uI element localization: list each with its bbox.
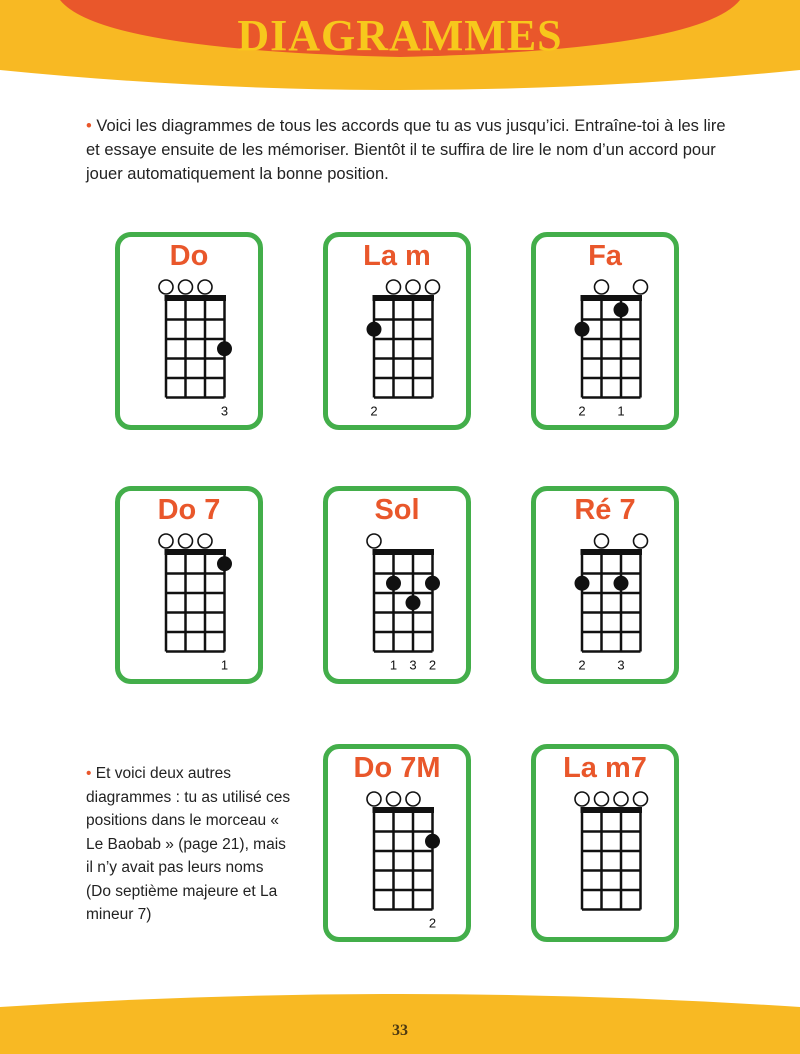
- chord-diagram: [536, 491, 674, 679]
- chord-name: Do 7: [157, 494, 221, 526]
- open-string-marker: [179, 534, 193, 548]
- chord-name: Do 7M: [353, 752, 441, 784]
- bullet-icon: •: [86, 117, 92, 135]
- open-string-marker: [387, 280, 401, 294]
- finger-dot: [614, 302, 629, 317]
- finger-number: 3: [617, 657, 625, 673]
- chord-diagram: [120, 237, 258, 425]
- chord-card: [323, 486, 471, 684]
- finger-number: 2: [428, 657, 437, 673]
- open-string-marker: [198, 534, 212, 548]
- finger-dot: [386, 576, 401, 591]
- finger-dot: [425, 834, 440, 849]
- open-string-marker: [198, 280, 212, 294]
- chord-card: [531, 232, 679, 430]
- chord-card: [323, 744, 471, 942]
- page-title: DIAGRAMMES: [237, 11, 563, 60]
- finger-dot: [575, 576, 590, 591]
- nut-bar: [165, 295, 227, 301]
- open-string-marker: [406, 792, 420, 806]
- finger-number: 3: [409, 657, 417, 673]
- chord-name: Do: [169, 240, 209, 272]
- chord-name: La m: [363, 240, 431, 272]
- bullet-icon: •: [86, 765, 92, 782]
- footer-band: [0, 985, 800, 1054]
- nut-bar: [165, 549, 227, 555]
- chord-diagram: [328, 491, 466, 679]
- chord-diagram: [120, 491, 258, 679]
- open-string-marker: [426, 280, 440, 294]
- finger-dot: [217, 556, 232, 571]
- nut-bar: [581, 807, 643, 813]
- chord-card: [531, 744, 679, 942]
- finger-number: 3: [220, 403, 229, 419]
- chord-card: [115, 232, 263, 430]
- open-string-marker: [575, 792, 589, 806]
- finger-number: 1: [389, 657, 398, 673]
- chord-name: La m7: [563, 752, 647, 784]
- finger-number: 2: [578, 403, 586, 419]
- open-string-marker: [595, 792, 609, 806]
- chord-name: Fa: [588, 240, 622, 272]
- chord-diagram: [328, 749, 466, 937]
- side-paragraph: [86, 762, 291, 927]
- finger-number: 2: [578, 657, 586, 673]
- page-number: 33: [392, 1022, 408, 1039]
- open-string-marker: [595, 280, 609, 294]
- open-string-marker: [614, 792, 628, 806]
- open-string-marker: [367, 792, 381, 806]
- finger-dot: [406, 595, 421, 610]
- nut-bar: [373, 295, 435, 301]
- open-string-marker: [634, 534, 648, 548]
- chord-name: Sol: [374, 494, 420, 526]
- open-string-marker: [595, 534, 609, 548]
- open-string-marker: [387, 792, 401, 806]
- finger-number: 1: [220, 657, 229, 673]
- chord-card: [531, 486, 679, 684]
- open-string-marker: [159, 280, 173, 294]
- finger-dot: [217, 341, 232, 356]
- finger-dot: [614, 576, 629, 591]
- intro-text: Voici les diagrammes de tous les accords que tu as vus jusqu’ici. Entraîne-toi à les lire et essaye ensuite de les mémoriser. Bientôt il te suffira de lire le nom d’un accord pour jouer automatiquement la bonne position.: [86, 117, 726, 183]
- chord-diagram: [536, 237, 674, 425]
- nut-bar: [581, 295, 643, 301]
- nut-bar: [581, 549, 643, 555]
- finger-dot: [425, 576, 440, 591]
- nut-bar: [373, 549, 435, 555]
- nut-bar: [373, 807, 435, 813]
- finger-number: 2: [428, 915, 437, 931]
- chord-card: [323, 232, 471, 430]
- side-text: Et voici deux autres diagrammes : tu as utilisé ces positions dans le morceau « Le Baobab » (page 21), mais il n’y avait pas leurs noms (Do septième majeure et La mineur 7): [86, 765, 291, 923]
- open-string-marker: [634, 280, 648, 294]
- open-string-marker: [367, 534, 381, 548]
- chord-name: Ré 7: [574, 494, 636, 526]
- finger-dot: [367, 322, 382, 337]
- open-string-marker: [159, 534, 173, 548]
- chord-diagram: [328, 237, 466, 425]
- open-string-marker: [634, 792, 648, 806]
- finger-number: 2: [370, 403, 378, 419]
- finger-dot: [575, 322, 590, 337]
- intro-paragraph: [86, 114, 736, 186]
- finger-number: 1: [617, 403, 625, 419]
- open-string-marker: [179, 280, 193, 294]
- open-string-marker: [406, 280, 420, 294]
- chord-diagram: [536, 749, 674, 937]
- chord-card: [115, 486, 263, 684]
